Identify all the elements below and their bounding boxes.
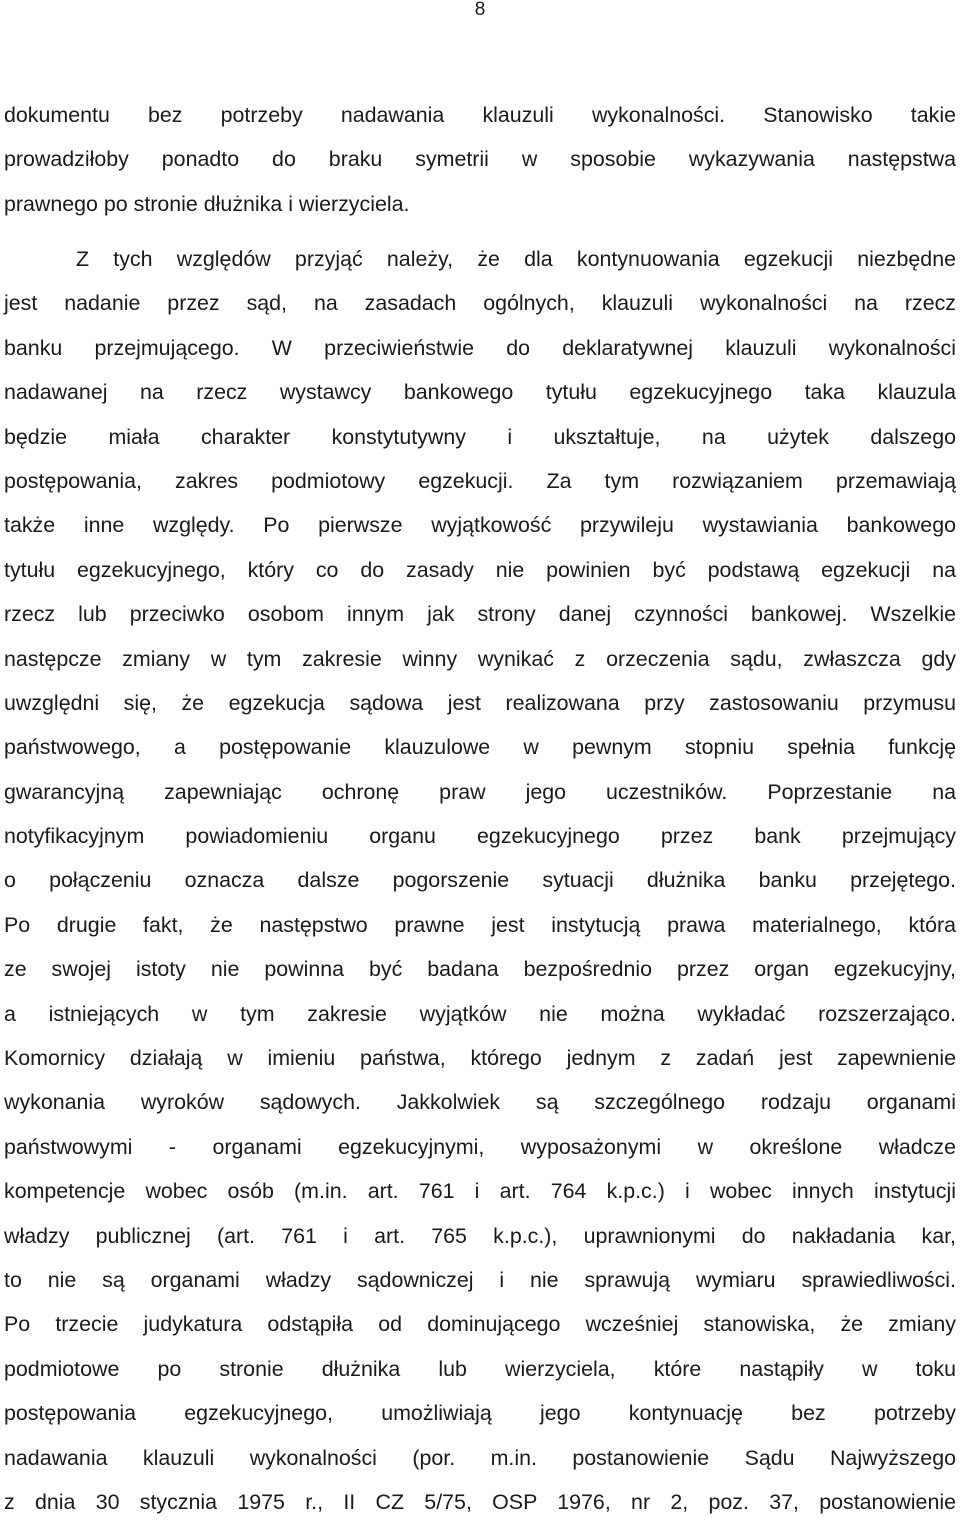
text-line: banku przejmującego. W przeciwieństwie do deklaratywnej klauzuli wykonalności [4,335,956,360]
page-number: 8 [474,0,486,20]
text-line: władzy publicznej (art. 761 i art. 765 k.p.c.), uprawnionymi do nakładania kar, [4,1223,956,1248]
text-line: tytułu egzekucyjnego, który co do zasady nie powinien być podstawą egzekucji na [4,557,956,582]
text-line: o połączeniu oznacza dalsze pogorszenie sytuacji dłużnika banku przejętego. [4,868,956,893]
text-line: uwzględni się, że egzekucja sądowa jest realizowana przy zastosowaniu przymusu [4,690,956,715]
text-line: postępowania egzekucyjnego, umożliwiają jego kontynuację bez potrzeby [4,1401,956,1426]
paragraph-continuation [4,93,956,226]
text-line: prowadziłoby ponadto do braku symetrii w sposobie wykazywania następstwa [4,147,956,172]
text-line: jest nadanie przez sąd, na zasadach ogólnych, klauzuli wykonalności na rzecz [4,291,956,316]
text-line: podmiotowe po stronie dłużnika lub wierzyciela, które nastąpiły w toku [4,1356,956,1381]
text-line: a istniejących w tym zakresie wyjątków nie można wykładać rozszerzająco. [4,1001,956,1026]
text-line: także inne względy. Po pierwsze wyjątkowość przywileju wystawiania bankowego [4,513,956,538]
text-line: dokumentu bez potrzeby nadawania klauzuli wykonalności. Stanowisko takie [4,103,956,127]
text-line: rzecz lub przeciwko osobom innym jak strony danej czynności bankowej. Wszelkie [4,602,956,627]
text-line: ze swojej istoty nie powinna być badana bezpośrednio przez organ egzekucyjny, [4,957,956,982]
text-line: notyfikacyjnym powiadomieniu organu egzekucyjnego przez bank przejmujący [4,824,956,849]
text-line: państwowymi - organami egzekucyjnymi, wyposażonymi w określone władcze [4,1134,956,1159]
text-line: będzie miała charakter konstytutywny i ukształtuje, na użytek dalszego [4,424,956,449]
text-line: kompetencje wobec osób (m.in. art. 761 i art. 764 k.p.c.) i wobec innych instytucji [4,1179,956,1204]
text-line: z dnia 30 stycznia 1975 r., II CZ 5/75, OSP 1976, nr 2, poz. 37, postanowienie [4,1489,956,1514]
text-line: postępowania, zakres podmiotowy egzekucji. Za tym rozwiązaniem przemawiają [4,468,956,493]
text-line: nadawania klauzuli wykonalności (por. m.in. postanowienie Sądu Najwyższego [4,1445,956,1470]
text-line: wykonania wyroków sądowych. Jakkolwiek są szczególnego rodzaju organami [4,1090,956,1115]
text-line: Komornicy działają w imieniu państwa, którego jednym z zadań jest zapewnienie [4,1046,956,1071]
text-line: nadawanej na rzecz wystawcy bankowego tytułu egzekucyjnego taka klauzula [4,380,956,405]
text-line: Z tych względów przyjąć należy, że dla kontynuowania egzekucji niezbędne [76,247,956,271]
text-line: następcze zmiany w tym zakresie winny wynikać z orzeczenia sądu, zwłaszcza gdy [4,646,956,671]
paragraph-main [4,237,956,1524]
text-line: prawnego po stronie dłużnika i wierzyciela. [4,191,410,216]
text-line: Po drugie fakt, że następstwo prawne jest instytucją prawa materialnego, która [4,912,956,937]
text-line: państwowego, a postępowanie klauzulowe w pewnym stopniu spełnia funkcję [4,735,956,760]
text-line: gwarancyjną zapewniając ochronę praw jego uczestników. Poprzestanie na [4,779,956,804]
text-line: to nie są organami władzy sądowniczej i nie sprawują wymiaru sprawiedliwości. [4,1267,956,1292]
text-line: Po trzecie judykatura odstąpiła od dominującego wcześniej stanowiska, że zmiany [4,1312,956,1337]
